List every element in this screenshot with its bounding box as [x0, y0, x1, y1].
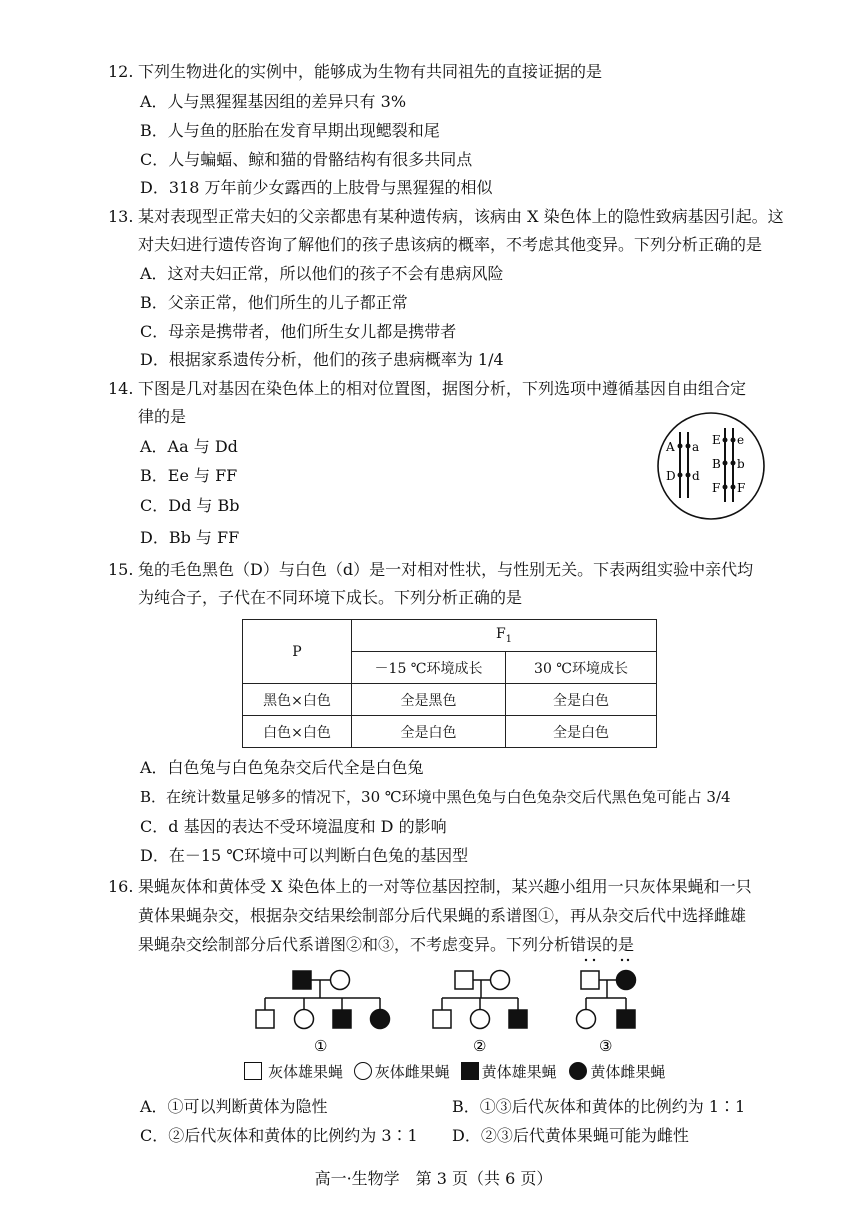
chromosome-figure: [655, 410, 767, 522]
table-cell: 黑色×白色: [243, 684, 352, 716]
q15-option-a: A．白色兔与白色兔杂交后代全是白色兔: [140, 758, 424, 777]
pedigree-2-label: ②: [473, 1037, 487, 1053]
q16-option-d: D．②③后代黄体果蝇可能为雌性: [452, 1126, 689, 1145]
q16-option-b: B．①③后代灰体和黄体的比例约为 1∶1: [452, 1097, 746, 1116]
q16-stem-line3: 果蝇杂交绘制部分后代系谱图②和③，不考虑变异。下列分析错误的是: [138, 935, 635, 954]
q14-option-a: A．Aa 与 Dd: [140, 437, 238, 456]
q13-option-c: C．母亲是携带者，他们所生女儿都是携带者: [140, 322, 457, 341]
q15-option-c: C．d 基因的表达不受环境温度和 D 的影响: [140, 817, 447, 836]
legend-yellow-female-label: 黄体雌果蝇: [590, 1063, 666, 1081]
table-header-p: P: [243, 620, 352, 684]
q14-stem-line1: 下图是几对基因在染色体上的相对位置图，据图分析，下列选项中遵循基因自由组合定: [138, 379, 747, 398]
q14-option-b: B．Ee 与 FF: [140, 466, 238, 485]
legend-gray-female-label: 灰体雌果蝇: [374, 1063, 450, 1081]
legend-yellow-male-icon: [461, 1062, 479, 1080]
legend-yellow-female-icon: [569, 1062, 587, 1080]
q16-stem-line1: 果蝇灰体和黄体受 X 染色体上的一对等位基因控制，某兴趣小组用一只灰体果蝇和一只: [138, 877, 752, 896]
q14-stem-line2: 律的是: [138, 407, 187, 426]
gene-label-A: A: [666, 440, 675, 454]
gene-label-b: b: [737, 457, 745, 471]
q12-option-b: B．人与鱼的胚胎在发育早期出现鳃裂和尾: [140, 121, 440, 140]
experiment-table: [242, 619, 657, 748]
gene-label-e: e: [737, 433, 745, 447]
q12-option-d: D．318 万年前少女露西的上肢骨与黑猩猩的相似: [140, 178, 493, 197]
legend-gray-male-icon: [244, 1062, 262, 1080]
q13-option-b: B．父亲正常，他们所生的儿子都正常: [140, 293, 408, 312]
q15-stem-line1: 兔的毛色黑色（D）与白色（d）是一对相对性状，与性别无关。下表两组实验中亲代均: [138, 560, 754, 579]
q16-stem-line2: 黄体果蝇杂交，根据杂交结果绘制部分后代果蝇的系谱图①，再从杂交后代中选择雌雄: [138, 906, 747, 925]
q12-stem: 下列生物进化的实例中，能够成为生物有共同祖先的直接证据的是: [138, 62, 603, 81]
q15-option-d: D．在－15 ℃环境中可以判断白色兔的基因型: [140, 846, 469, 865]
q13-option-d: D．根据家系遗传分析，他们的孩子患病概率为 1/4: [140, 350, 504, 369]
table-header-warm: 30 ℃环境成长: [506, 652, 657, 684]
table-header-f1: [352, 620, 657, 652]
pedigree-legend: [244, 1061, 665, 1083]
q14-number: 14.: [108, 379, 134, 398]
gene-label-E: E: [712, 433, 721, 447]
gene-label-F-left: F: [712, 481, 721, 495]
q13-stem-line1: 某对表现型正常夫妇的父亲都患有某种遗传病，该病由 X 染色体上的隐性致病基因引起。这: [138, 207, 784, 226]
table-cell: 全是白色: [506, 684, 657, 716]
legend-gray-female-icon: [354, 1062, 372, 1080]
q15-number: 15.: [108, 560, 134, 579]
q15-stem-line2: 为纯合子，子代在不同环境下成长。下列分析正确的是: [138, 588, 523, 607]
legend-gray-male-label: 灰体雄果蝇: [268, 1063, 344, 1081]
legend-yellow-male-label: 黄体雄果蝇: [481, 1063, 557, 1081]
pedigree-3: [570, 955, 650, 1053]
gene-label-d: d: [692, 469, 700, 483]
q14-option-c: C．Dd 与 Bb: [140, 496, 240, 515]
q13-number: 13.: [108, 207, 134, 226]
gene-label-F-right: F: [737, 481, 746, 495]
f1-label: F: [495, 626, 506, 643]
pedigree-3-label: ③: [599, 1037, 613, 1053]
q16-option-c: C．②后代灰体和黄体的比例约为 3∶1: [140, 1126, 418, 1145]
gene-label-D: D: [666, 469, 676, 483]
table-row: [243, 716, 657, 748]
table-cell: 全是白色: [352, 716, 506, 748]
q13-option-a: A．这对夫妇正常，所以他们的孩子不会有患病风险: [140, 264, 504, 283]
q14-option-d: D．Bb 与 FF: [140, 528, 240, 547]
pedigree-1: [250, 965, 395, 1053]
table-cell: 白色×白色: [243, 716, 352, 748]
q12-number: 12.: [108, 62, 134, 81]
q13-stem-line2: 对夫妇进行遗传咨询了解他们的孩子患该病的概率，不考虑其他变异。下列分析正确的是: [138, 235, 763, 254]
q15-option-b: B．在统计数量足够多的情况下，30 ℃环境中黑色兔与白色兔杂交后代黑色兔可能占 3/4: [140, 788, 731, 806]
table-row: [243, 684, 657, 716]
page-footer: 高一·生物学 第 3 页（共 6 页）: [314, 1169, 553, 1188]
pedigree-2: [425, 965, 535, 1053]
q16-option-a: A．①可以判断黄体为隐性: [140, 1097, 328, 1116]
q16-number: 16.: [108, 877, 134, 896]
table-cell: 全是白色: [506, 716, 657, 748]
gene-label-B: B: [712, 457, 721, 471]
table-header-cold: －15 ℃环境成长: [352, 652, 506, 684]
gene-label-a: a: [692, 440, 700, 454]
f1-subscript: 1: [505, 633, 513, 645]
q12-option-a: A．人与黑猩猩基因组的差异只有 3%: [140, 92, 407, 111]
pedigree-1-label: ①: [314, 1037, 328, 1053]
table-cell: 全是黑色: [352, 684, 506, 716]
q12-option-c: C．人与蝙蝠、鲸和猫的骨骼结构有很多共同点: [140, 150, 473, 169]
